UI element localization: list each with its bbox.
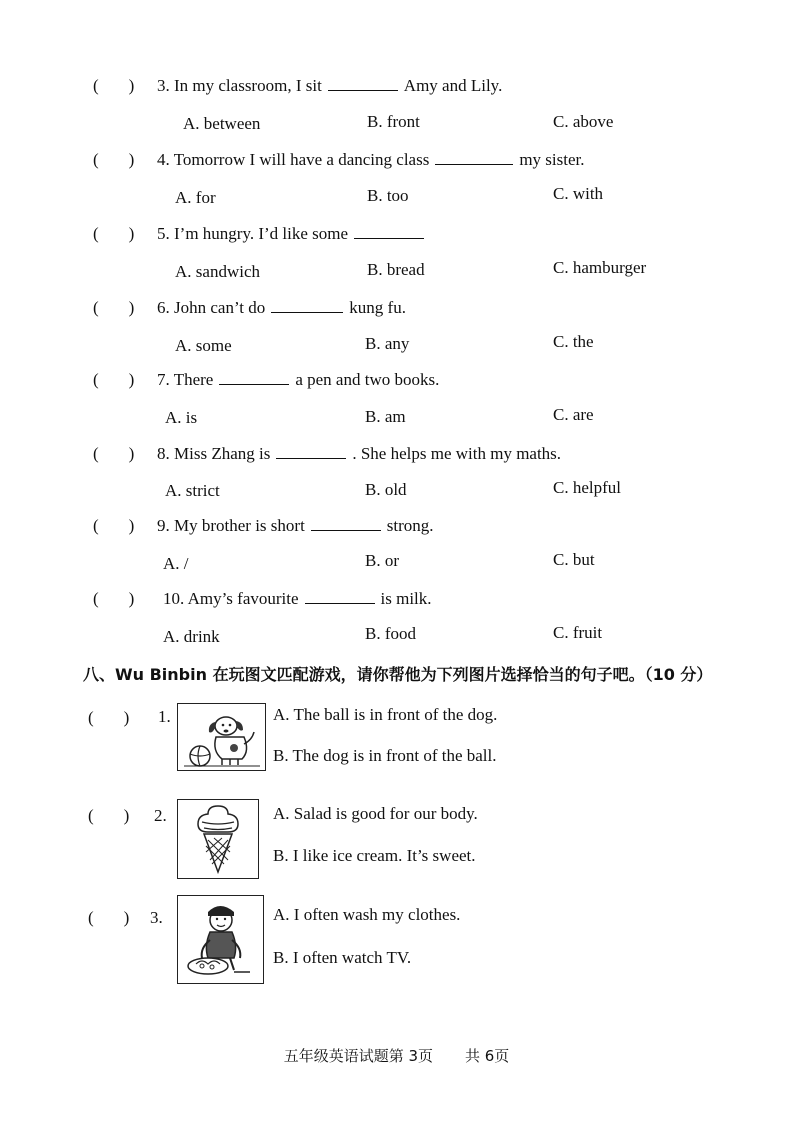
option-c[interactable]: C. the — [553, 332, 594, 351]
question-3 — [0, 76, 793, 104]
option-c[interactable]: C. above — [553, 112, 614, 131]
option-a[interactable]: A. is — [165, 408, 198, 427]
option-a[interactable]: A. / — [163, 554, 189, 573]
option-b[interactable]: B. any — [365, 334, 410, 353]
answer-bracket[interactable]: ( ) — [93, 150, 135, 169]
option-a[interactable]: A. sandwich — [175, 262, 260, 281]
answer-bracket[interactable]: ( ) — [88, 806, 130, 825]
question-5 — [0, 224, 793, 252]
answer-bracket[interactable]: ( ) — [93, 298, 135, 317]
dog-icon — [178, 704, 265, 770]
answer-bracket[interactable]: ( ) — [93, 76, 135, 95]
question-8 — [0, 444, 793, 472]
option-b[interactable]: B. am — [365, 407, 406, 426]
question-text: 4. Tomorrow I will have a dancing class my sister. — [157, 150, 585, 169]
item-number: 3. — [150, 908, 163, 927]
answer-bracket[interactable]: ( ) — [88, 908, 130, 927]
section-8-title: 八、Wu Binbin 在玩图文匹配游戏，请你帮他为下列图片选择恰当的句子吧。（10 分） — [83, 665, 713, 684]
option-a[interactable]: A. Salad is good for our body. — [273, 804, 478, 823]
answer-bracket[interactable]: ( ) — [93, 589, 135, 608]
question-9 — [0, 516, 793, 544]
page-footer — [0, 1045, 793, 1066]
option-c[interactable]: C. hamburger — [553, 258, 647, 277]
option-a[interactable]: A. for — [175, 188, 216, 207]
answer-bracket[interactable]: ( ) — [93, 444, 135, 463]
question-text: 9. My brother is short strong. — [157, 516, 434, 535]
option-a[interactable]: A. between — [183, 114, 261, 133]
question-10 — [0, 589, 793, 617]
answer-blank — [305, 589, 375, 604]
option-b[interactable]: B. I like ice cream. It’s sweet. — [273, 846, 476, 865]
answer-blank — [219, 370, 289, 385]
option-b[interactable]: B. food — [365, 624, 416, 643]
option-b[interactable]: B. The dog is in front of the ball. — [273, 746, 497, 765]
boy-icon — [178, 896, 263, 983]
option-c[interactable]: C. are — [553, 405, 594, 424]
answer-blank — [328, 76, 398, 91]
question-text: 6. John can’t do kung fu. — [157, 298, 406, 317]
option-c[interactable]: C. but — [553, 550, 595, 569]
boy-washing-clothes-picture — [177, 895, 264, 984]
ice-cream-picture — [177, 799, 259, 879]
question-text: 5. I’m hungry. I’d like some — [157, 224, 430, 244]
answer-bracket[interactable]: ( ) — [88, 708, 130, 727]
option-a[interactable]: A. some — [175, 336, 232, 355]
question-text: 3. In my classroom, I sit Amy and Lily. — [157, 76, 503, 95]
option-b[interactable]: B. old — [365, 480, 407, 499]
option-a[interactable]: A. The ball is in front of the dog. — [273, 705, 498, 724]
question-4 — [0, 150, 793, 178]
option-a[interactable]: A. I often wash my clothes. — [273, 905, 461, 924]
option-c[interactable]: C. with — [553, 184, 604, 203]
option-c[interactable]: C. fruit — [553, 623, 603, 642]
total-pages: 共 6页 — [465, 1047, 510, 1065]
ice-cream-icon — [178, 800, 258, 878]
option-b[interactable]: B. bread — [367, 260, 425, 279]
answer-bracket[interactable]: ( ) — [93, 224, 135, 243]
option-b[interactable]: B. front — [367, 112, 420, 131]
option-c[interactable]: C. helpful — [553, 478, 621, 497]
answer-blank — [354, 224, 424, 239]
option-b[interactable]: B. or — [365, 551, 399, 570]
page-number: 五年级英语试题第 3页 — [283, 1047, 433, 1065]
answer-blank — [435, 150, 513, 165]
option-b[interactable]: B. too — [367, 186, 409, 205]
question-text: 7. There a pen and two books. — [157, 370, 440, 389]
item-number: 2. — [154, 806, 167, 825]
answer-blank — [271, 298, 343, 313]
item-number: 1. — [158, 707, 171, 726]
option-a[interactable]: A. drink — [163, 627, 220, 646]
question-text: 10. Amy’s favourite is milk. — [163, 589, 432, 608]
question-6 — [0, 298, 793, 326]
option-a[interactable]: A. strict — [165, 481, 220, 500]
answer-blank — [311, 516, 381, 531]
answer-bracket[interactable]: ( ) — [93, 516, 135, 535]
option-b[interactable]: B. I often watch TV. — [273, 948, 412, 967]
answer-bracket[interactable]: ( ) — [93, 370, 135, 389]
question-text: 8. Miss Zhang is . She helps me with my maths. — [157, 444, 562, 463]
answer-blank — [276, 444, 346, 459]
question-7 — [0, 370, 793, 398]
dog-and-ball-picture — [177, 703, 266, 771]
